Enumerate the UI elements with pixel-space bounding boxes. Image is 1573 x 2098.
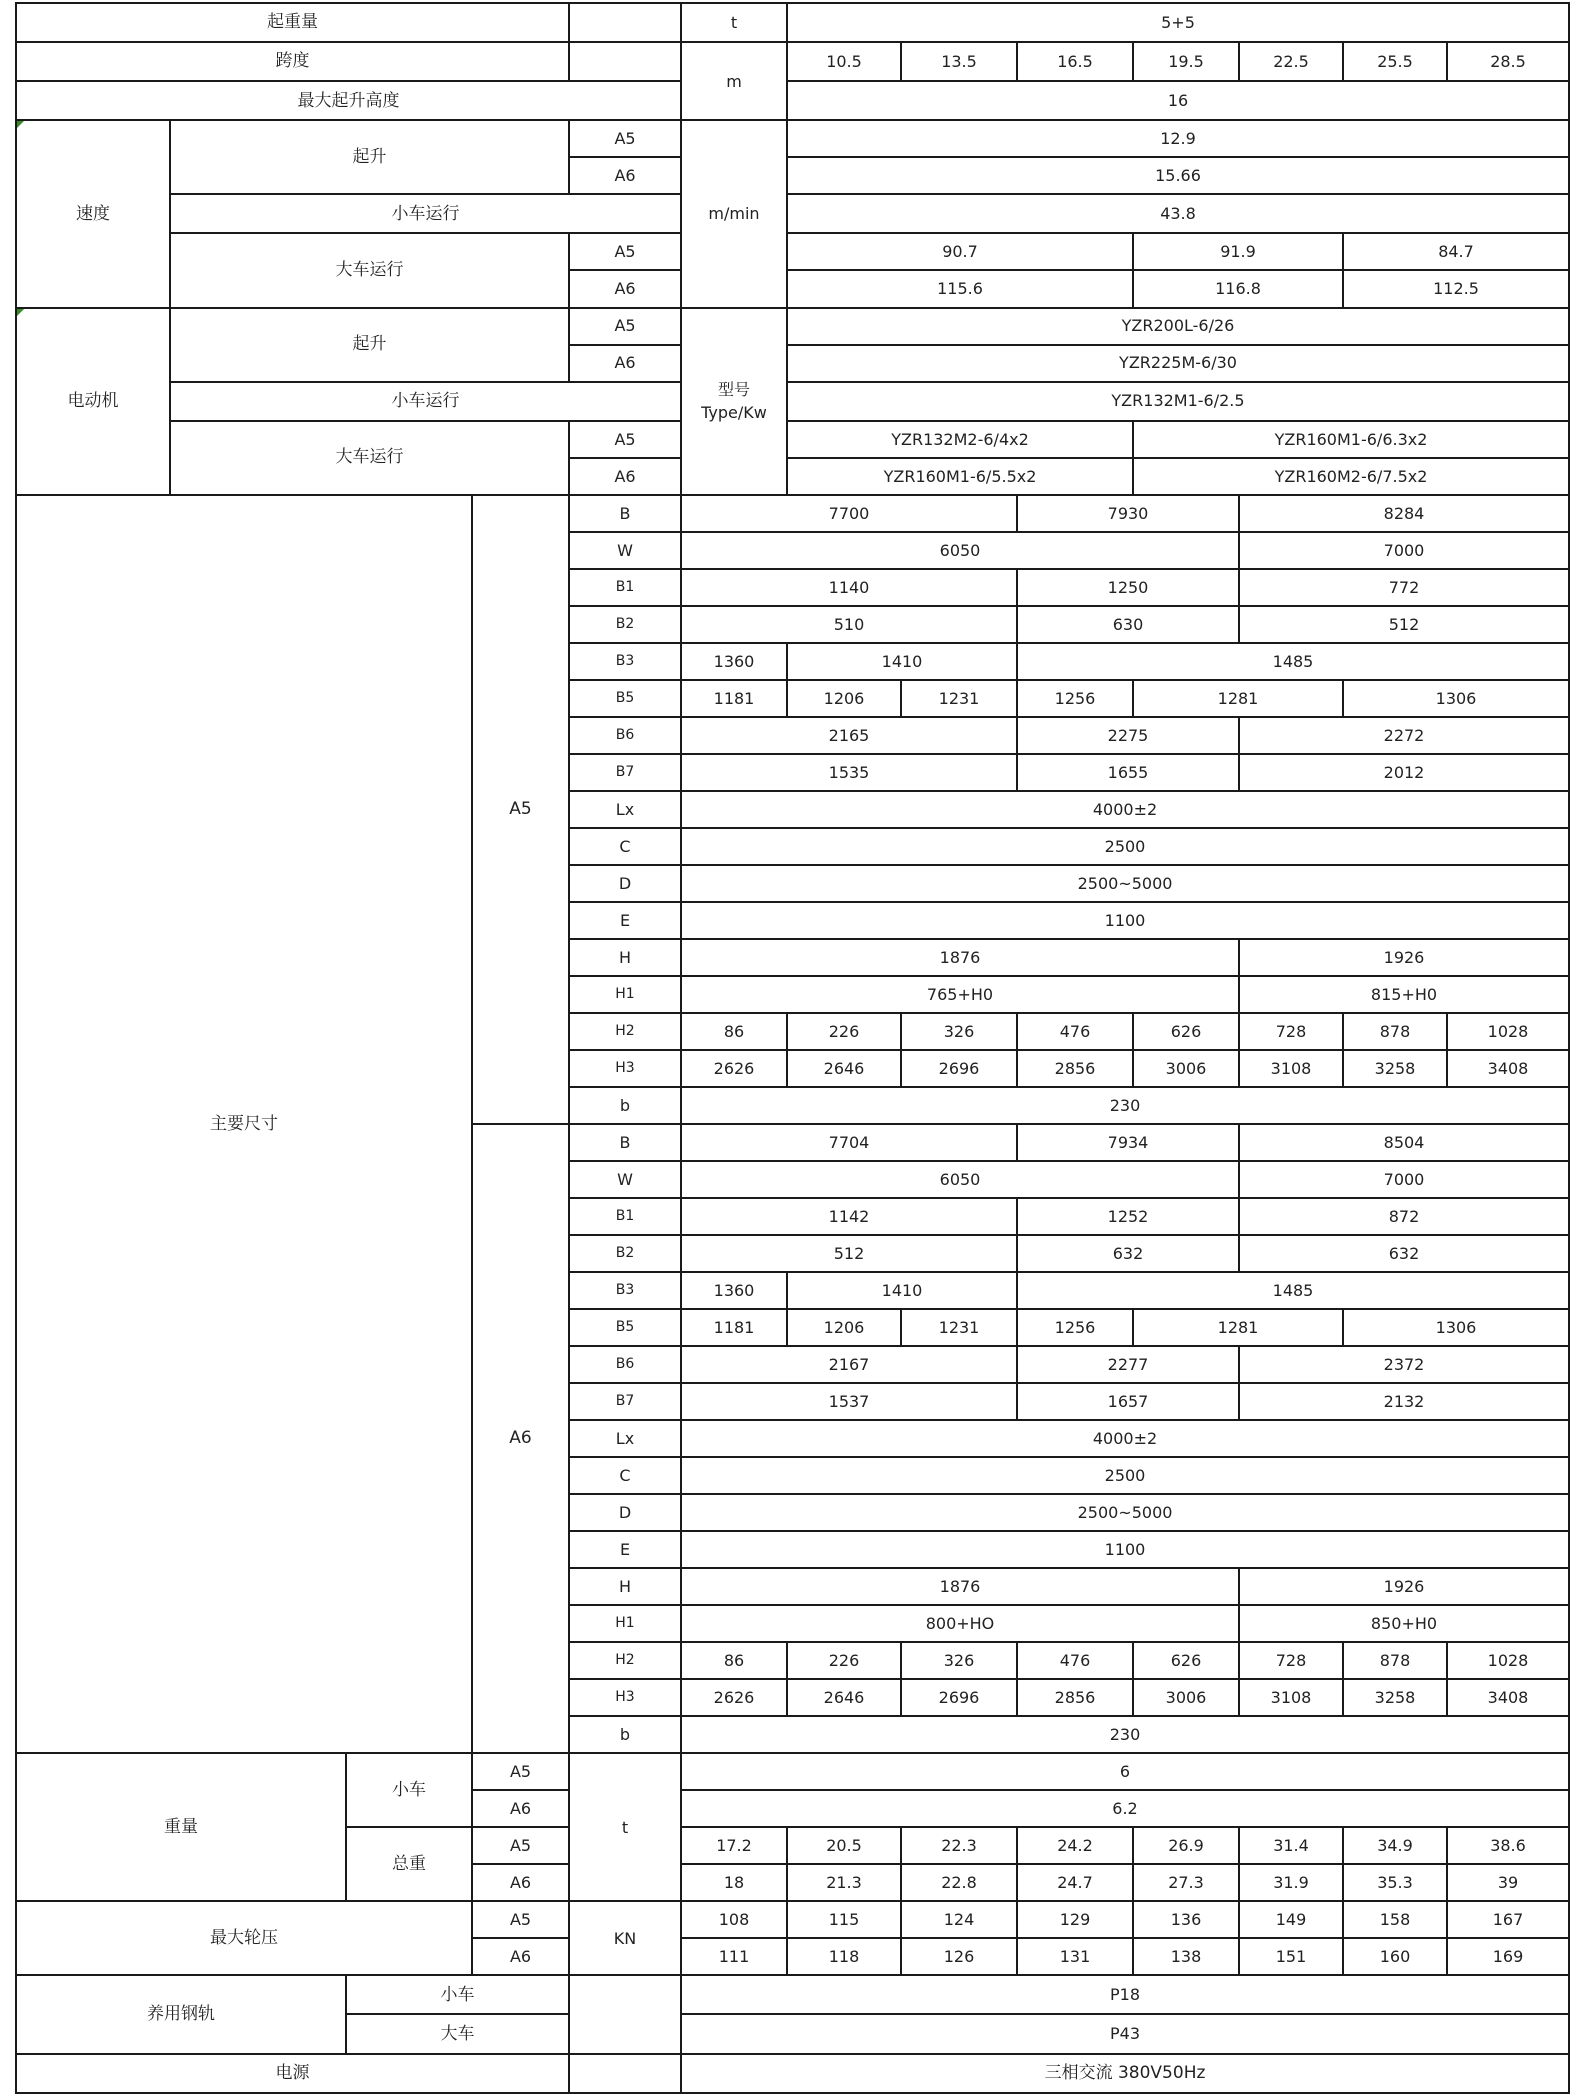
table-cell: 131 bbox=[1017, 1938, 1133, 1975]
table-cell: 25.5 bbox=[1343, 42, 1447, 81]
table-cell: 169 bbox=[1447, 1938, 1569, 1975]
table-cell: 626 bbox=[1133, 1642, 1239, 1679]
table-cell: 小车 bbox=[346, 1753, 472, 1827]
table-cell: 主要尺寸 bbox=[16, 495, 472, 1754]
table-cell: A5 bbox=[472, 1753, 569, 1790]
table-cell: 326 bbox=[901, 1013, 1017, 1050]
table-cell: 6.2 bbox=[681, 1790, 1569, 1827]
table-cell: W bbox=[569, 1161, 681, 1198]
table-cell: 21.3 bbox=[787, 1864, 901, 1901]
table-cell: 跨度 bbox=[16, 42, 569, 81]
table-cell: 起升 bbox=[170, 120, 569, 194]
table-cell: t bbox=[681, 3, 787, 42]
table-cell: 43.8 bbox=[787, 194, 1569, 233]
table-cell: 4000±2 bbox=[681, 1420, 1569, 1457]
table-cell: 108 bbox=[681, 1901, 787, 1938]
table-cell: B1 bbox=[569, 1198, 681, 1235]
table-cell: 2012 bbox=[1239, 754, 1569, 791]
table-cell: 158 bbox=[1343, 1901, 1447, 1938]
table-cell: 35.3 bbox=[1343, 1864, 1447, 1901]
table-cell: 7704 bbox=[681, 1124, 1017, 1161]
table-cell: 2277 bbox=[1017, 1346, 1239, 1383]
table-cell: 2500~5000 bbox=[681, 865, 1569, 902]
table-cell: 24.2 bbox=[1017, 1827, 1133, 1864]
table-cell: 167 bbox=[1447, 1901, 1569, 1938]
table-cell: 2696 bbox=[901, 1679, 1017, 1716]
table-cell: 115.6 bbox=[787, 270, 1133, 307]
table-cell: YZR132M2-6/4x2 bbox=[787, 421, 1133, 458]
table-row bbox=[16, 2054, 1569, 2093]
table-cell: 2856 bbox=[1017, 1679, 1133, 1716]
table-cell: 13.5 bbox=[901, 42, 1017, 81]
table-cell: Lx bbox=[569, 791, 681, 828]
table-cell: 1360 bbox=[681, 1272, 787, 1309]
crane-spec-table bbox=[15, 2, 1570, 2094]
table-cell: 111 bbox=[681, 1938, 787, 1975]
table-cell: 17.2 bbox=[681, 1827, 787, 1864]
table-cell: A5 bbox=[472, 1827, 569, 1864]
table-cell: B1 bbox=[569, 569, 681, 606]
table-cell: A6 bbox=[569, 157, 681, 194]
table-cell: YZR225M-6/30 bbox=[787, 345, 1569, 382]
table-cell: 84.7 bbox=[1343, 233, 1569, 270]
table-cell: t bbox=[569, 1753, 681, 1901]
table-cell: 起重量 bbox=[16, 3, 569, 42]
table-cell: 1250 bbox=[1017, 569, 1239, 606]
table-cell: 2626 bbox=[681, 1050, 787, 1087]
table-cell: 3408 bbox=[1447, 1050, 1569, 1087]
table-cell: 大车运行 bbox=[170, 233, 569, 307]
table-cell: 1410 bbox=[787, 643, 1017, 680]
spec-table-body bbox=[16, 3, 1569, 2093]
table-cell: 1281 bbox=[1133, 1309, 1343, 1346]
table-row bbox=[16, 42, 1569, 81]
table-cell: 5+5 bbox=[787, 3, 1569, 42]
table-cell: 3258 bbox=[1343, 1050, 1447, 1087]
table-cell: 2167 bbox=[681, 1346, 1017, 1383]
table-cell: 772 bbox=[1239, 569, 1569, 606]
table-cell: 1231 bbox=[901, 680, 1017, 717]
table-cell: 1926 bbox=[1239, 1568, 1569, 1605]
table-cell: H2 bbox=[569, 1642, 681, 1679]
table-row bbox=[16, 382, 1569, 421]
table-cell: H3 bbox=[569, 1679, 681, 1716]
table-cell: 7934 bbox=[1017, 1124, 1239, 1161]
table-cell: 31.9 bbox=[1239, 1864, 1343, 1901]
table-cell: 815+H0 bbox=[1239, 976, 1569, 1013]
table-cell: 1410 bbox=[787, 1272, 1017, 1309]
table-cell: 2132 bbox=[1239, 1383, 1569, 1420]
table-cell: 124 bbox=[901, 1901, 1017, 1938]
table-cell: 3408 bbox=[1447, 1679, 1569, 1716]
table-cell: B6 bbox=[569, 1346, 681, 1383]
table-cell: H1 bbox=[569, 976, 681, 1013]
table-cell: 大车 bbox=[346, 2014, 569, 2053]
table-cell: 10.5 bbox=[787, 42, 901, 81]
table-cell: 8504 bbox=[1239, 1124, 1569, 1161]
table-cell bbox=[569, 3, 681, 42]
table-cell: YZR200L-6/26 bbox=[787, 308, 1569, 345]
table-cell: B5 bbox=[569, 1309, 681, 1346]
table-cell: 1231 bbox=[901, 1309, 1017, 1346]
table-cell: D bbox=[569, 865, 681, 902]
table-cell: B3 bbox=[569, 1272, 681, 1309]
table-cell: 1655 bbox=[1017, 754, 1239, 791]
table-cell: B7 bbox=[569, 1383, 681, 1420]
table-cell: 2165 bbox=[681, 717, 1017, 754]
table-cell: A6 bbox=[569, 458, 681, 495]
table-cell: A5 bbox=[569, 120, 681, 157]
table-cell: A5 bbox=[569, 308, 681, 345]
table-cell: 512 bbox=[681, 1235, 1017, 1272]
table-cell: 小车 bbox=[346, 1975, 569, 2014]
table-cell: 7000 bbox=[1239, 1161, 1569, 1198]
table-cell: E bbox=[569, 1531, 681, 1568]
table-cell bbox=[569, 42, 681, 81]
table-cell: 3006 bbox=[1133, 1050, 1239, 1087]
table-cell: 112.5 bbox=[1343, 270, 1569, 307]
table-row bbox=[16, 81, 1569, 120]
table-cell: B6 bbox=[569, 717, 681, 754]
table-cell: P18 bbox=[681, 1975, 1569, 2014]
table-cell: 7700 bbox=[681, 495, 1017, 532]
table-cell: 24.7 bbox=[1017, 1864, 1133, 1901]
table-cell: 2500 bbox=[681, 828, 1569, 865]
table-cell: 16 bbox=[787, 81, 1569, 120]
table-cell: 8284 bbox=[1239, 495, 1569, 532]
table-cell: 86 bbox=[681, 1013, 787, 1050]
table-cell: 226 bbox=[787, 1642, 901, 1679]
table-cell: YZR132M1-6/2.5 bbox=[787, 382, 1569, 421]
table-cell: 电源 bbox=[16, 2054, 569, 2093]
table-cell: 总重 bbox=[346, 1827, 472, 1901]
table-cell: 800+HO bbox=[681, 1605, 1239, 1642]
table-cell: W bbox=[569, 532, 681, 569]
table-cell: E bbox=[569, 902, 681, 939]
table-cell: 1876 bbox=[681, 939, 1239, 976]
table-cell: 151 bbox=[1239, 1938, 1343, 1975]
table-cell: 1256 bbox=[1017, 680, 1133, 717]
table-cell: 1876 bbox=[681, 1568, 1239, 1605]
table-cell: B3 bbox=[569, 643, 681, 680]
table-cell: 1028 bbox=[1447, 1642, 1569, 1679]
table-cell: 6050 bbox=[681, 532, 1239, 569]
table-cell: 326 bbox=[901, 1642, 1017, 1679]
table-row bbox=[16, 421, 1569, 458]
table-cell: 1657 bbox=[1017, 1383, 1239, 1420]
table-cell: A6 bbox=[472, 1938, 569, 1975]
table-row bbox=[16, 1753, 1569, 1790]
table-cell: 2646 bbox=[787, 1050, 901, 1087]
table-cell: 起升 bbox=[170, 308, 569, 382]
table-cell: 6 bbox=[681, 1753, 1569, 1790]
table-cell: 136 bbox=[1133, 1901, 1239, 1938]
table-cell: 19.5 bbox=[1133, 42, 1239, 81]
table-cell: 1360 bbox=[681, 643, 787, 680]
table-cell: 626 bbox=[1133, 1013, 1239, 1050]
table-cell: 1306 bbox=[1343, 1309, 1569, 1346]
table-cell: 16.5 bbox=[1017, 42, 1133, 81]
table-cell: 1537 bbox=[681, 1383, 1017, 1420]
table-cell: 28.5 bbox=[1447, 42, 1569, 81]
table-cell: 728 bbox=[1239, 1642, 1343, 1679]
table-row bbox=[16, 1975, 1569, 2014]
table-cell: 878 bbox=[1343, 1013, 1447, 1050]
table-cell: H2 bbox=[569, 1013, 681, 1050]
table-cell: P43 bbox=[681, 2014, 1569, 2053]
table-cell: 1926 bbox=[1239, 939, 1569, 976]
table-cell: 1206 bbox=[787, 680, 901, 717]
table-cell bbox=[569, 2054, 681, 2093]
table-cell: A5 bbox=[569, 421, 681, 458]
table-cell: 1181 bbox=[681, 1309, 787, 1346]
table-cell: 1100 bbox=[681, 902, 1569, 939]
table-cell: 小车运行 bbox=[170, 194, 681, 233]
table-row bbox=[16, 233, 1569, 270]
table-cell: 118 bbox=[787, 1938, 901, 1975]
table-cell: 1485 bbox=[1017, 643, 1569, 680]
table-cell: 31.4 bbox=[1239, 1827, 1343, 1864]
table-cell: 22.8 bbox=[901, 1864, 1017, 1901]
table-row bbox=[16, 1901, 1569, 1938]
table-row bbox=[16, 194, 1569, 233]
table-cell: B2 bbox=[569, 1235, 681, 1272]
table-cell: B7 bbox=[569, 754, 681, 791]
table-cell: YZR160M1-6/6.3x2 bbox=[1133, 421, 1569, 458]
table-cell: C bbox=[569, 828, 681, 865]
table-cell: 1142 bbox=[681, 1198, 1017, 1235]
table-cell: B bbox=[569, 495, 681, 532]
table-cell: H3 bbox=[569, 1050, 681, 1087]
table-cell: YZR160M1-6/5.5x2 bbox=[787, 458, 1133, 495]
table-cell: 26.9 bbox=[1133, 1827, 1239, 1864]
table-cell: 510 bbox=[681, 606, 1017, 643]
table-cell: 116.8 bbox=[1133, 270, 1343, 307]
table-cell: 最大起升高度 bbox=[16, 81, 681, 120]
table-cell: A5 bbox=[472, 1901, 569, 1938]
table-cell: 3258 bbox=[1343, 1679, 1447, 1716]
table-cell: 1281 bbox=[1133, 680, 1343, 717]
table-cell: 512 bbox=[1239, 606, 1569, 643]
table-cell: 1181 bbox=[681, 680, 787, 717]
table-cell: b bbox=[569, 1087, 681, 1124]
table-cell: 230 bbox=[681, 1716, 1569, 1753]
table-cell: A6 bbox=[472, 1124, 569, 1753]
table-cell: 三相交流 380V50Hz bbox=[681, 2054, 1569, 2093]
table-cell: 39 bbox=[1447, 1864, 1569, 1901]
table-cell: 1100 bbox=[681, 1531, 1569, 1568]
table-cell: 7930 bbox=[1017, 495, 1239, 532]
table-cell: 872 bbox=[1239, 1198, 1569, 1235]
table-cell: 1206 bbox=[787, 1309, 901, 1346]
table-cell: 91.9 bbox=[1133, 233, 1343, 270]
table-cell: 3006 bbox=[1133, 1679, 1239, 1716]
table-cell: 149 bbox=[1239, 1901, 1343, 1938]
table-cell: 878 bbox=[1343, 1642, 1447, 1679]
table-cell: 115 bbox=[787, 1901, 901, 1938]
table-row bbox=[16, 120, 1569, 157]
table-cell: B5 bbox=[569, 680, 681, 717]
table-cell: 2696 bbox=[901, 1050, 1017, 1087]
table-row bbox=[16, 495, 1569, 532]
table-cell: 476 bbox=[1017, 1642, 1133, 1679]
table-cell: 6050 bbox=[681, 1161, 1239, 1198]
table-cell: 86 bbox=[681, 1642, 787, 1679]
table-cell: H bbox=[569, 1568, 681, 1605]
table-cell: 重量 bbox=[16, 1753, 346, 1901]
table-cell: H bbox=[569, 939, 681, 976]
table-cell: 最大轮压 bbox=[16, 1901, 472, 1975]
table-cell: 850+H0 bbox=[1239, 1605, 1569, 1642]
table-cell: 1140 bbox=[681, 569, 1017, 606]
table-cell: D bbox=[569, 1494, 681, 1531]
table-cell: 大车运行 bbox=[170, 421, 569, 495]
table-cell: 型号 Type/Kw bbox=[681, 308, 787, 495]
table-cell bbox=[569, 1975, 681, 2053]
table-cell: 2272 bbox=[1239, 717, 1569, 754]
table-cell: B bbox=[569, 1124, 681, 1161]
table-cell: 2856 bbox=[1017, 1050, 1133, 1087]
table-cell: YZR160M2-6/7.5x2 bbox=[1133, 458, 1569, 495]
table-cell: 3108 bbox=[1239, 1050, 1343, 1087]
table-cell: 126 bbox=[901, 1938, 1017, 1975]
table-cell: 3108 bbox=[1239, 1679, 1343, 1716]
table-cell: b bbox=[569, 1716, 681, 1753]
table-cell: 2646 bbox=[787, 1679, 901, 1716]
table-cell: 632 bbox=[1017, 1235, 1239, 1272]
table-cell: 2275 bbox=[1017, 717, 1239, 754]
table-cell: 小车运行 bbox=[170, 382, 681, 421]
table-cell: 22.5 bbox=[1239, 42, 1343, 81]
table-cell: 12.9 bbox=[787, 120, 1569, 157]
table-cell: 2372 bbox=[1239, 1346, 1569, 1383]
table-cell: 1535 bbox=[681, 754, 1017, 791]
table-row bbox=[16, 3, 1569, 42]
table-cell: 632 bbox=[1239, 1235, 1569, 1272]
table-cell: 2626 bbox=[681, 1679, 787, 1716]
table-cell: 230 bbox=[681, 1087, 1569, 1124]
table-cell: 1256 bbox=[1017, 1309, 1133, 1346]
table-cell: 2500 bbox=[681, 1457, 1569, 1494]
table-cell: A6 bbox=[472, 1864, 569, 1901]
table-cell: 15.66 bbox=[787, 157, 1569, 194]
table-cell: 27.3 bbox=[1133, 1864, 1239, 1901]
table-cell: A5 bbox=[569, 233, 681, 270]
table-cell: 22.3 bbox=[901, 1827, 1017, 1864]
table-cell: 90.7 bbox=[787, 233, 1133, 270]
table-cell: 34.9 bbox=[1343, 1827, 1447, 1864]
table-cell: 1028 bbox=[1447, 1013, 1569, 1050]
table-cell: 7000 bbox=[1239, 532, 1569, 569]
table-cell: 129 bbox=[1017, 1901, 1133, 1938]
table-cell: Lx bbox=[569, 1420, 681, 1457]
table-cell: 4000±2 bbox=[681, 791, 1569, 828]
table-cell: A6 bbox=[472, 1790, 569, 1827]
table-cell: 38.6 bbox=[1447, 1827, 1569, 1864]
table-cell: 728 bbox=[1239, 1013, 1343, 1050]
table-cell: 765+H0 bbox=[681, 976, 1239, 1013]
table-cell: 226 bbox=[787, 1013, 901, 1050]
table-cell: 2500~5000 bbox=[681, 1494, 1569, 1531]
table-cell: 476 bbox=[1017, 1013, 1133, 1050]
table-cell: 1252 bbox=[1017, 1198, 1239, 1235]
table-cell: A6 bbox=[569, 345, 681, 382]
table-cell: A5 bbox=[472, 495, 569, 1124]
table-cell: 养用钢轨 bbox=[16, 1975, 346, 2053]
table-cell: 18 bbox=[681, 1864, 787, 1901]
table-cell: 138 bbox=[1133, 1938, 1239, 1975]
table-row bbox=[16, 308, 1569, 345]
table-cell: B2 bbox=[569, 606, 681, 643]
table-cell: 160 bbox=[1343, 1938, 1447, 1975]
table-cell: C bbox=[569, 1457, 681, 1494]
table-cell: 630 bbox=[1017, 606, 1239, 643]
table-cell: KN bbox=[569, 1901, 681, 1975]
table-cell: 20.5 bbox=[787, 1827, 901, 1864]
table-cell: 1306 bbox=[1343, 680, 1569, 717]
table-cell: m/min bbox=[681, 120, 787, 307]
table-cell: 速度 bbox=[16, 120, 170, 307]
table-cell: H1 bbox=[569, 1605, 681, 1642]
table-cell: m bbox=[681, 42, 787, 120]
table-cell: 电动机 bbox=[16, 308, 170, 495]
table-cell: A6 bbox=[569, 270, 681, 307]
table-cell: 1485 bbox=[1017, 1272, 1569, 1309]
